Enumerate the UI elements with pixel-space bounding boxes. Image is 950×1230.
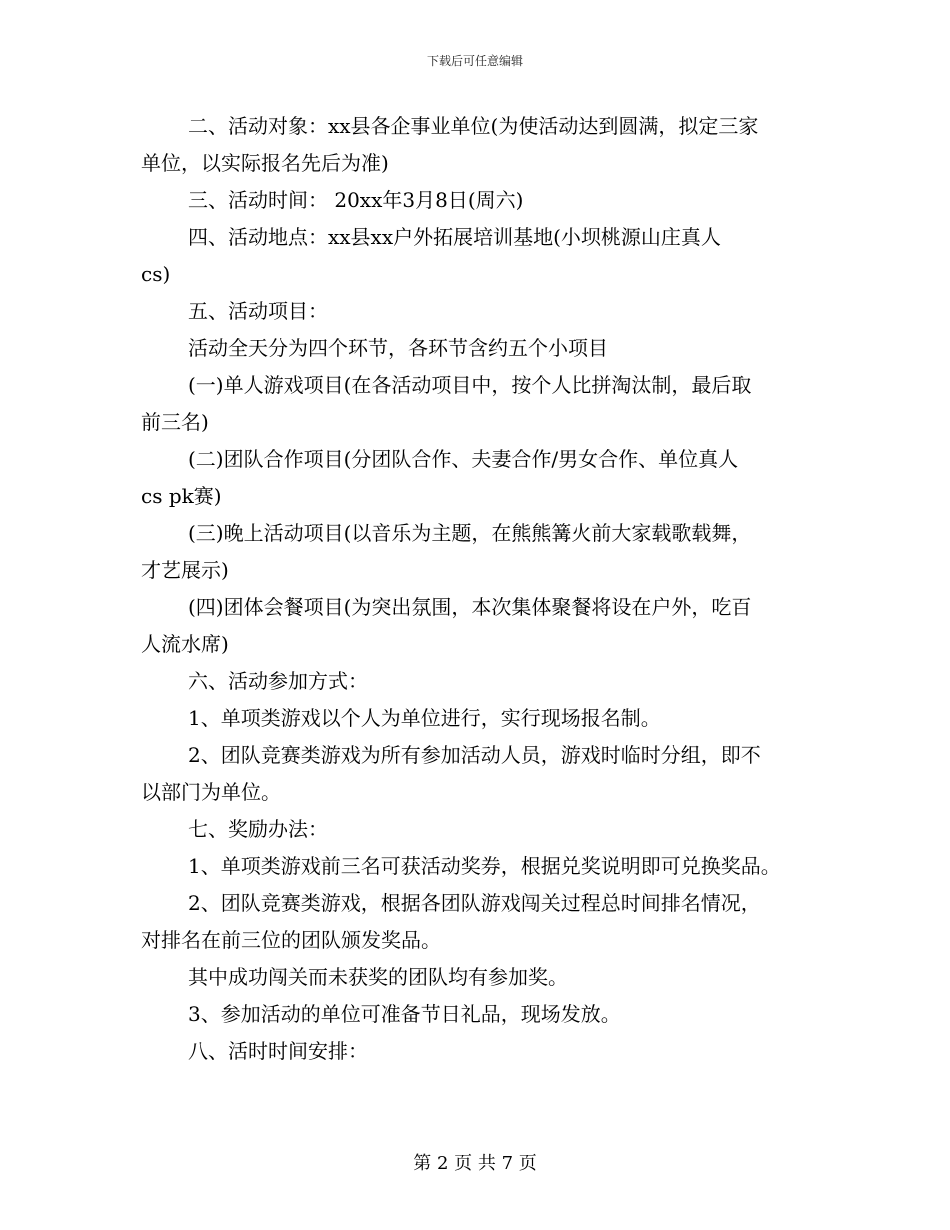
text-line: (三)晚上活动项目(以音乐为主题，在熊熊篝火前大家载歌载舞， [188,521,752,545]
text-line: 五、活动项目： [188,299,328,323]
text-line: 六、活动参加方式： [188,669,368,693]
text-line: (四)团体会餐项目(为突出氛围，本次集体聚餐将设在户外，吃百 [188,595,752,619]
text-line: cs) [141,262,171,286]
text-line: 对排名在前三位的团队颁发奖品。 [141,928,441,952]
text-line: 七、奖励办法： [188,817,328,841]
text-line: 三、活动时间： 20xx年3月8日(周六) [188,188,524,212]
text-line: 八、活时时间安排： [188,1039,368,1063]
document-body [141,108,831,1070]
text-line: 1、单项类游戏以个人为单位进行，实行现场报名制。 [188,706,661,730]
text-line: 四、活动地点：xx县xx户外拓展培训基地(小坝桃源山庄真人 [188,225,721,249]
text-line: 1、单项类游戏前三名可获活动奖券，根据兑奖说明即可兑换奖品。 [188,854,781,878]
text-line: 前三名) [141,410,209,434]
text-line: (二)团队合作项目(分团队合作、夫妻合作/男女合作、单位真人 [188,447,739,471]
text-line: 2、团队竞赛类游戏为所有参加活动人员，游戏时临时分组，即不 [188,743,761,767]
text-line: (一)单人游戏项目(在各活动项目中，按个人比拼淘汰制，最后取 [188,373,752,397]
text-line: 二、活动对象：xx县各企事业单位(为使活动达到圆满，拟定三家 [188,114,759,138]
text-line: 2、团队竞赛类游戏，根据各团队游戏闯关过程总时间排名情况， [188,891,761,915]
page-number: 第 2 页 共 7 页 [413,1153,537,1174]
text-line: 单位，以实际报名先后为准) [141,151,389,175]
text-line: cs pk赛) [141,484,222,508]
text-line: 其中成功闯关而未获奖的团队均有参加奖。 [188,965,568,989]
page-header: 下载后可任意编辑 [426,54,523,68]
text-line: 人流水席) [141,632,229,656]
text-line: 3、参加活动的单位可准备节日礼品，现场发放。 [188,1002,621,1026]
text-line: 活动全天分为四个环节，各环节含约五个小项目 [188,336,608,360]
text-line: 以部门为单位。 [141,780,281,804]
text-line: 才艺展示) [141,558,229,582]
